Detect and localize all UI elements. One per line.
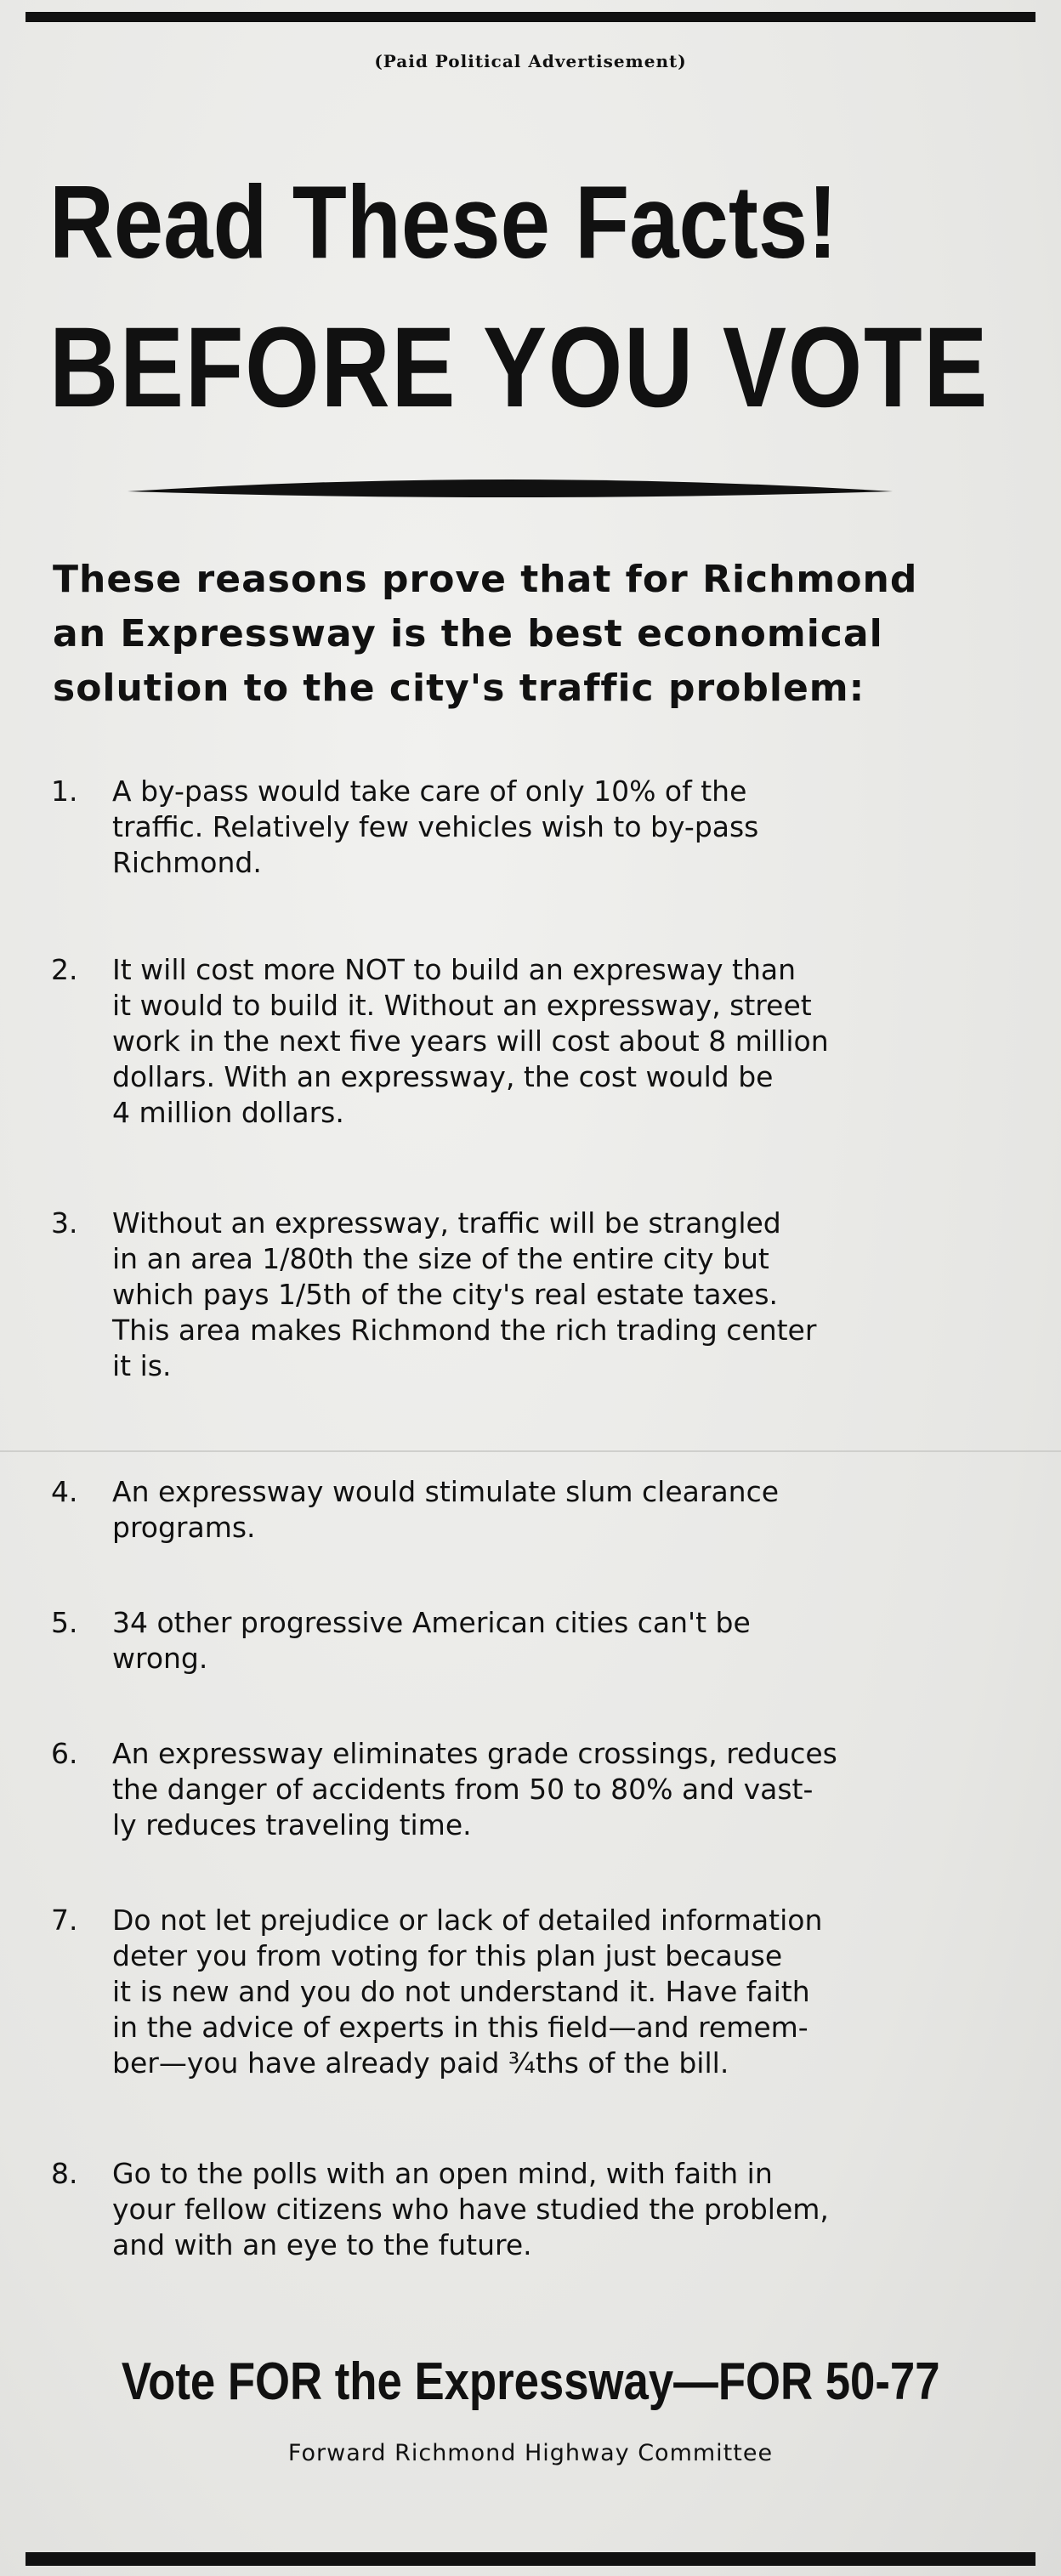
reason-line: it would to build it. Without an expressway, street	[112, 989, 812, 1022]
reason-line: in an area 1/80th the size of the entire city but	[112, 1242, 769, 1275]
lead-statement	[53, 553, 996, 716]
reason-line: An expressway would stimulate slum clearance	[112, 1475, 780, 1508]
reason-line: Without an expressway, traffic will be strangled	[112, 1206, 781, 1240]
reason-text	[112, 952, 1035, 1131]
reason-line: An expressway eliminates grade crossings, reduces	[112, 1737, 837, 1770]
reason-number: 7.	[51, 1904, 78, 1937]
reason-number: 6.	[51, 1737, 78, 1770]
reason-text	[112, 1903, 1035, 2081]
reason-line: wrong.	[112, 1642, 208, 1675]
reason-line: your fellow citizens who have studied the problem,	[112, 2193, 829, 2226]
sponsor-committee: Forward Richmond Highway Committee	[287, 2440, 774, 2466]
reason-number: 8.	[51, 2157, 78, 2190]
reason-line: programs.	[112, 1511, 256, 1544]
reason-line: 34 other progressive American cities can't be	[112, 1606, 751, 1639]
reason-number: 4.	[51, 1475, 78, 1508]
decorative-swash	[128, 468, 893, 519]
reason-line: it is.	[112, 1349, 172, 1382]
lead-line-3: solution to the city's traffic problem:	[53, 667, 865, 710]
reason-line: in the advice of experts in this field—and remem-	[112, 2011, 809, 2044]
reason-line: ly reduces traveling time.	[112, 1808, 472, 1841]
reason-line: which pays 1/5th of the city's real estate taxes.	[112, 1278, 779, 1311]
reason-line: A by-pass would take care of only 10% of the	[112, 775, 747, 808]
reason-line: work in the next five years will cost about 8 million	[112, 1024, 829, 1058]
headline-line-1: Read These Facts!	[49, 164, 838, 280]
lead-line-1: These reasons prove that for Richmond	[53, 558, 918, 601]
paper-fold-line	[0, 1450, 1061, 1452]
reason-number: 3.	[51, 1206, 78, 1240]
reason-line: 4 million dollars.	[112, 1096, 344, 1129]
reason-text	[112, 2156, 1035, 2263]
reason-line: traffic. Relatively few vehicles wish to by-pass	[112, 810, 759, 843]
reason-number: 2.	[51, 953, 78, 986]
reason-line: dollars. With an expressway, the cost would be	[112, 1060, 774, 1093]
reason-text	[112, 1605, 1035, 1677]
reason-line: Richmond.	[112, 846, 262, 879]
headline-line-2: BEFORE YOU VOTE	[49, 304, 990, 431]
reason-text	[112, 1206, 1035, 1384]
reason-line: It will cost more NOT to build an expresway than	[112, 953, 797, 986]
reason-line: Go to the polls with an open mind, with faith in	[112, 2157, 773, 2190]
reason-number: 1.	[51, 775, 78, 808]
reason-line: the danger of accidents from 50 to 80% and vast-	[112, 1773, 814, 1806]
top-rule	[26, 12, 1035, 22]
bottom-rule	[26, 2552, 1035, 2566]
reason-line: it is new and you do not understand it. Have faith	[112, 1975, 810, 2008]
reason-line: deter you from voting for this plan just because	[112, 1939, 783, 1972]
reason-number: 5.	[51, 1606, 78, 1639]
reason-text	[112, 1474, 1035, 1546]
reason-text	[112, 774, 1035, 881]
reason-line: ber—you have already paid ¾ths of the bill.	[112, 2046, 729, 2080]
reason-line: Do not let prejudice or lack of detailed information	[112, 1904, 823, 1937]
reason-text	[112, 1736, 1035, 1843]
reason-line: and with an eye to the future.	[112, 2228, 532, 2261]
vote-call-to-action	[0, 2352, 1061, 2412]
reason-line: This area makes Richmond the rich trading center	[112, 1314, 817, 1347]
vote-line: Vote FOR the Expressway—FOR 50-77	[121, 2352, 940, 2411]
paid-advertisement-notice: (Paid Political Advertisement)	[374, 51, 687, 71]
lead-line-2: an Expressway is the best economical	[53, 612, 883, 655]
